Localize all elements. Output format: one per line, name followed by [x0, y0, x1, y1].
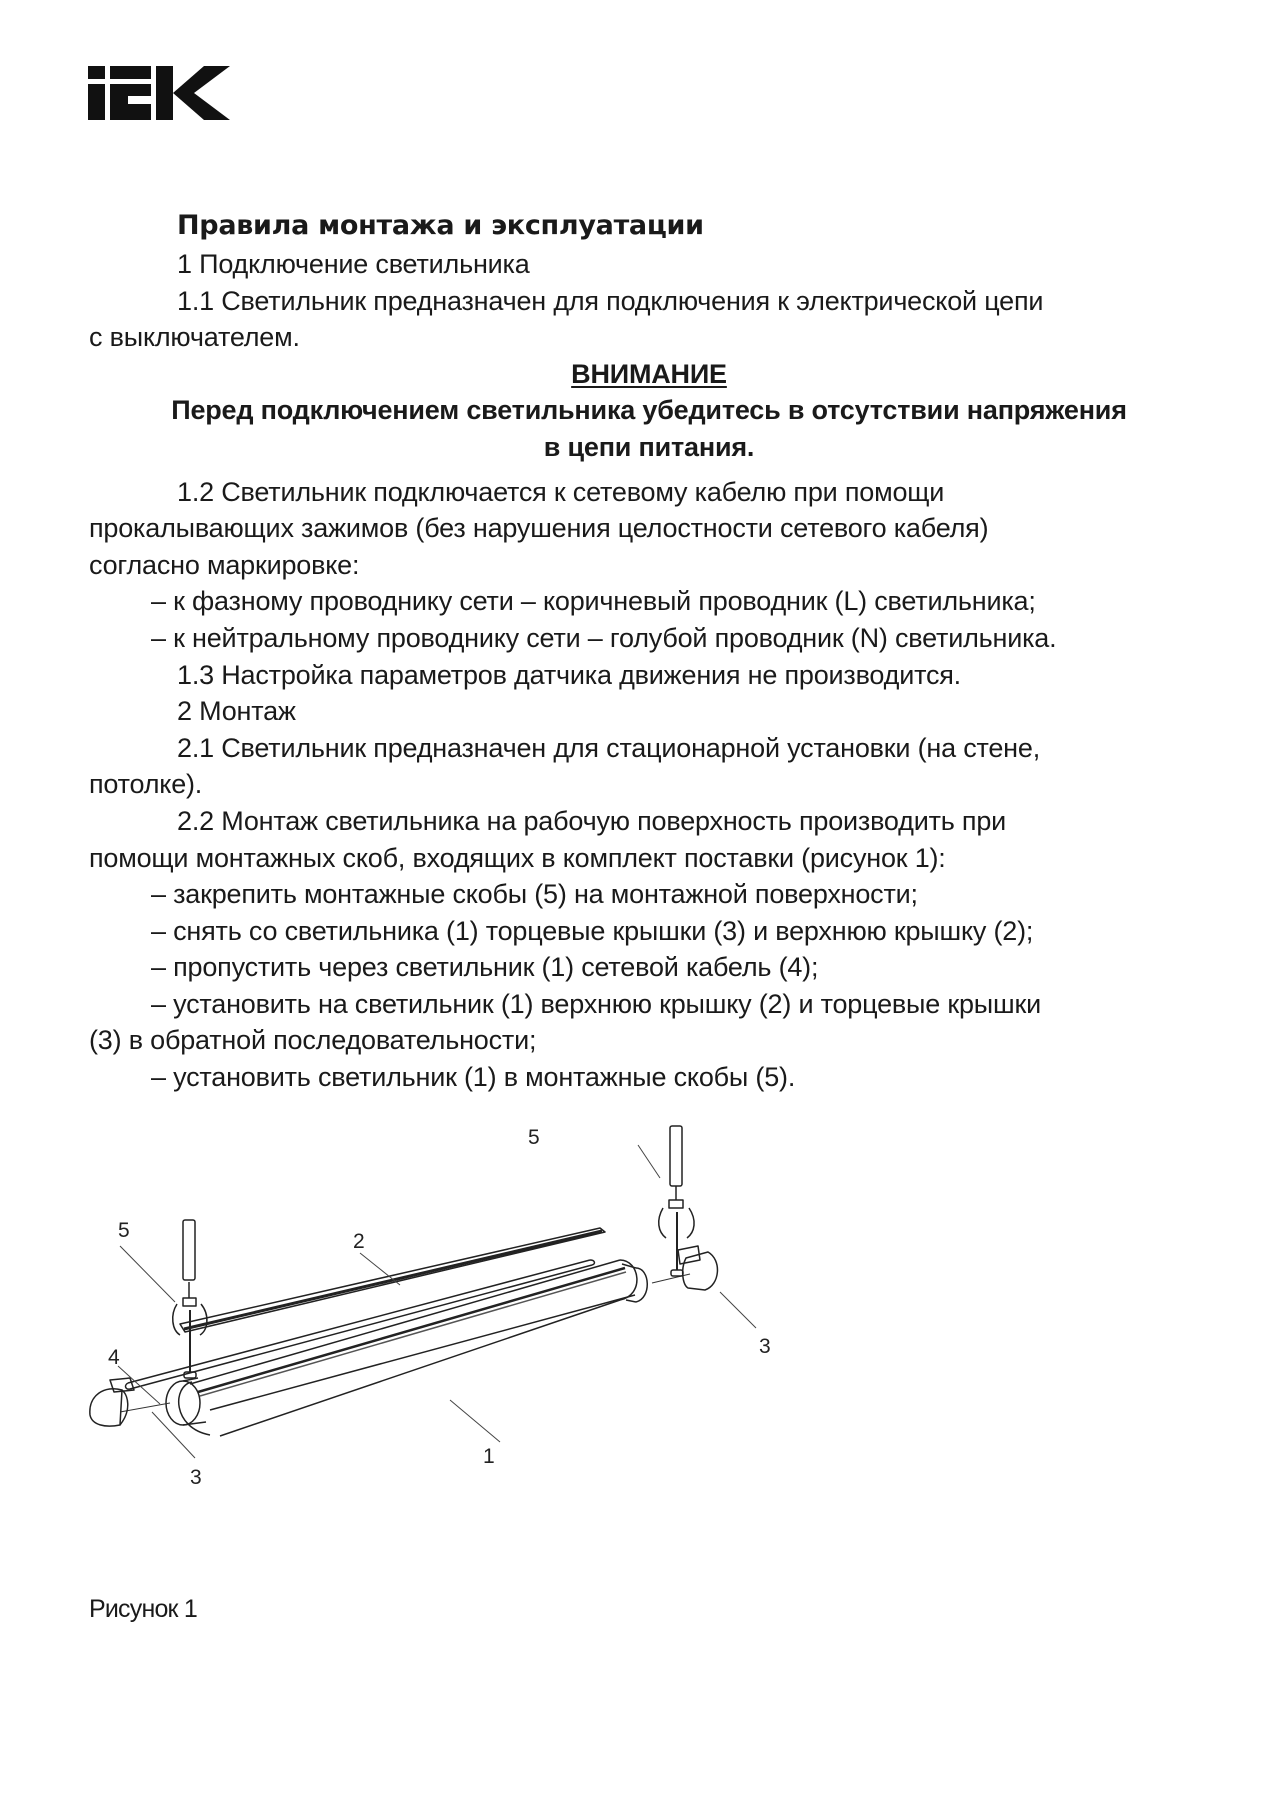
callout-top-cover: 2 [353, 1230, 365, 1253]
para-1-3: 1.3 Настройка параметров датчика движения не производится. [177, 659, 961, 690]
callout-luminaire: 1 [483, 1445, 495, 1468]
para-2-1-line1: 2.1 Светильник предназначен для стационарной установки (на стене, [177, 732, 1041, 763]
step-4-line1: – установить на светильник (1) верхнюю крышку (2) и торцевые крышки [151, 988, 1041, 1019]
para-1-1-line2: с выключателем. [89, 322, 300, 353]
para-1-2-line2: прокалывающих зажимов (без нарушения целостности сетевого кабеля) [89, 513, 989, 544]
warning-heading [89, 356, 1209, 393]
callout-bracket-right: 5 [528, 1126, 540, 1149]
section-1-heading: 1 Подключение светильника [177, 249, 530, 279]
luminaire-body [166, 1260, 647, 1436]
para-2-2-line2: помощи монтажных скоб, входящих в комплект поставки (рисунок 1): [89, 842, 946, 873]
warning-line1: Перед подключением светильника убедитесь в отсутствии напряжения [171, 395, 1127, 426]
para-2-2-line1: 2.2 Монтаж светильника на рабочую поверхность производить при [177, 805, 1007, 836]
bullet-neutral: – к нейтральному проводнику сети – голубой проводник (N) светильника. [151, 622, 1057, 653]
para-1-2-line3: согласно маркировке: [89, 549, 360, 580]
mounting-bracket-left [173, 1220, 207, 1378]
step-5: – установить светильник (1) в монтажные скобы (5). [151, 1062, 796, 1093]
para-1-2-line1: 1.2 Светильник подключается к сетевому кабелю при помощи [177, 476, 945, 507]
callout-end-cap-left: 3 [190, 1466, 202, 1489]
para-2-1-line2: потолке). [89, 769, 203, 800]
para-1-1-line1: 1.1 Светильник предназначен для подключения к электрической цепи [177, 285, 1044, 316]
step-2: – снять со светильника (1) торцевые крышки (3) и верхнюю крышку (2); [151, 915, 1034, 946]
end-cap-right [678, 1246, 717, 1290]
end-cap-left [90, 1378, 134, 1426]
section-2-heading: 2 Монтаж [177, 696, 296, 727]
page-title: Правила монтажа и эксплуатации [177, 210, 704, 241]
step-4-line2: (3) в обратной последовательности; [89, 1025, 537, 1056]
callout-end-cap-right: 3 [759, 1335, 771, 1358]
warning-line2: в цепи питания. [543, 431, 755, 462]
figure-caption: Рисунок 1 [89, 1595, 197, 1623]
iek-logo [88, 66, 230, 120]
callout-bracket-left: 5 [118, 1219, 130, 1242]
assembly-illustration [80, 1110, 840, 1580]
instructions-text [89, 206, 1209, 1096]
figure-1-assembly-drawing [80, 1110, 840, 1580]
step-3: – пропустить через светильник (1) сетевой кабель (4); [151, 952, 819, 983]
bullet-phase: – к фазному проводнику сети – коричневый проводник (L) светильника; [151, 586, 1036, 617]
top-cover [180, 1228, 605, 1332]
iek-logo-mark [88, 66, 230, 120]
step-1: – закрепить монтажные скобы (5) на монтажной поверхности; [151, 879, 918, 910]
mounting-bracket-right [659, 1126, 694, 1276]
warning-heading-text: ВНИМАНИЕ [571, 358, 727, 389]
callout-cable: 4 [108, 1346, 120, 1369]
